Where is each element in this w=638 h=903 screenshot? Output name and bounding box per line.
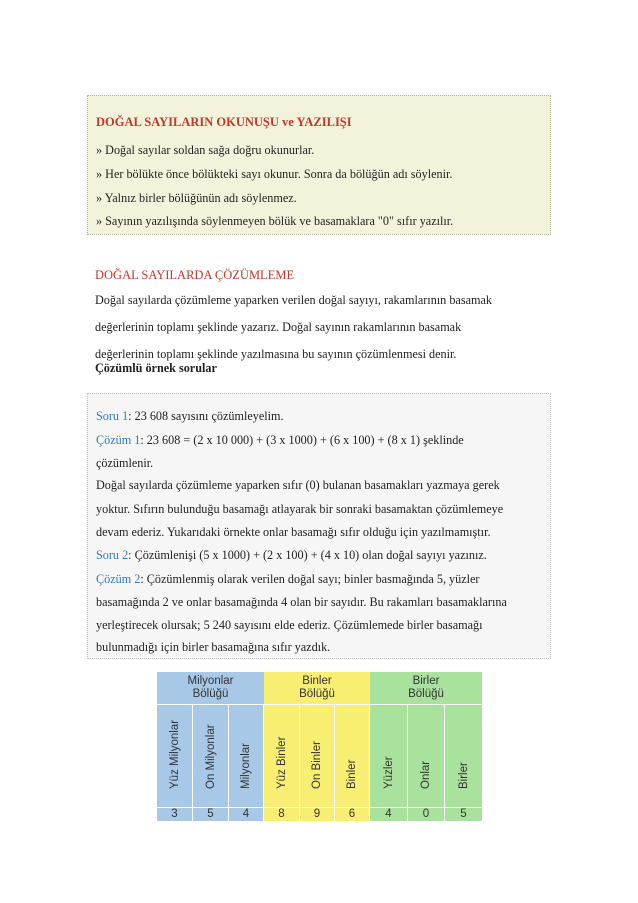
soru1-text: : 23 608 sayısını çözümleyelim. — [128, 409, 284, 423]
soru1-line — [96, 409, 284, 424]
digit-cell: 6 — [335, 807, 370, 821]
cozum1-label: Çözüm 1 — [96, 433, 141, 447]
examples-box — [87, 393, 551, 659]
millions-group-header — [157, 672, 264, 704]
section1-title: DOĞAL SAYILARIN OKUNUŞU ve YAZILIŞI — [96, 115, 352, 129]
units-header-line1: Birler — [412, 675, 440, 687]
digit-cell: 5 — [193, 807, 229, 821]
column-label: Birler — [457, 762, 470, 789]
column-yuz-milyonlar — [157, 704, 193, 807]
column-label: Yüz Binler — [275, 736, 288, 789]
section1-line-2: » Her bölükte önce bölükteki sayı okunur. Sonra da bölüğün adı söylenir. — [96, 167, 453, 181]
thousands-header-line1: Binler — [302, 675, 332, 687]
column-label: Binler — [346, 759, 358, 789]
cozum2-line-4: bulunmadığı için birler basamağına sıfır yazdık. — [96, 640, 331, 654]
cozum2-line — [96, 572, 480, 587]
soru2-label: Soru 2 — [96, 548, 129, 562]
section2-line-2: değerlerinin toplamı şeklinde yazarız. Doğal sayının rakamlarının basamak — [95, 320, 462, 334]
thousands-header-line2: Bölüğü — [299, 688, 335, 700]
section2-title: DOĞAL SAYILARDA ÇÖZÜMLEME — [95, 268, 295, 282]
column-label: On Binler — [311, 741, 323, 789]
column-onlar — [408, 704, 445, 807]
units-group-header — [370, 672, 482, 704]
cozum2-line-2: basamağında 2 ve onlar basamağında 4 olan bir sayıdır. Bu rakamları basamaklarına — [96, 595, 507, 609]
digit-cell: 9 — [300, 807, 335, 821]
cozum2-line-3: yerleştirecek olursak; 5 240 sayısını elde ederiz. Çözümlemede birler basamağı — [96, 618, 483, 632]
digit-cell: 4 — [370, 807, 408, 821]
cozum1-line — [96, 433, 464, 448]
millions-header-line1: Milyonlar — [187, 675, 234, 687]
column-label: Milyonlar — [240, 742, 252, 789]
digit-cell: 4 — [229, 807, 264, 821]
soru2-line — [96, 548, 487, 563]
column-birler — [445, 704, 482, 807]
cozum2-label: Çözüm 2 — [96, 572, 141, 586]
column-label: On Milyonlar — [204, 724, 217, 789]
section2-line-3: değerlerinin toplamı şeklinde yazılmasına bu sayının çözümlenmesi denir. — [95, 347, 457, 361]
column-yuz-binler — [264, 704, 300, 807]
note-line-2: yoktur. Sıfırın bulunduğu basamağı atlayarak bir sonraki basamaktan çözümlemeye — [96, 502, 504, 516]
reading-writing-box — [87, 95, 551, 235]
section2-line-1: Doğal sayılarda çözümleme yaparken verilen doğal sayıyı, rakamlarının basamak — [95, 293, 492, 307]
thousands-group-header — [264, 672, 370, 704]
column-on-milyonlar — [193, 704, 229, 807]
note-line-1: Doğal sayılarda çözümleme yaparken sıfır (0) bulanan basamakları yazmaya gerek — [96, 478, 500, 492]
soru2-text: : Çözümlenişi (5 x 1000) + (2 x 100) + (4 x 10) olan doğal sayıyı yazınız. — [128, 548, 487, 562]
note-line-3: devam ederiz. Yukarıdaki örnekte onlar basamağı sıfır olduğu için yazılmamıştır. — [96, 525, 491, 539]
units-header-line2: Bölüğü — [408, 688, 444, 700]
digit-cell: 0 — [408, 807, 445, 821]
cozum1-cont: çözümlenir. — [96, 456, 154, 470]
column-label: Yüzler — [382, 756, 395, 789]
section1-line-1: » Doğal sayılar soldan sağa doğru okunurlar. — [96, 143, 315, 157]
section1-line-3: » Yalnız birler bölüğünün adı söylenmez. — [96, 191, 297, 205]
digit-cell: 8 — [264, 807, 300, 821]
millions-header-line2: Bölüğü — [192, 688, 229, 700]
column-binler — [335, 704, 370, 807]
column-milyonlar — [229, 704, 264, 807]
column-on-binler — [300, 704, 335, 807]
column-label: Yüz Milyonlar — [168, 719, 181, 789]
place-value-table — [157, 672, 482, 821]
digit-cell: 3 — [157, 807, 193, 821]
soru1-label: Soru 1 — [96, 409, 129, 423]
solved-examples-heading: Çözümlü örnek sorular — [95, 361, 217, 375]
cozum1-text: : 23 608 = (2 x 10 000) + (3 x 1000) + (6 x 100) + (8 x 1) şeklinde — [140, 433, 464, 447]
column-label: Onlar — [420, 760, 432, 789]
cozum2-text: : Çözümlenmiş olarak verilen doğal sayı; binler basmağında 5, yüzler — [140, 572, 480, 586]
column-yuzler — [370, 704, 408, 807]
digit-cell: 5 — [445, 807, 482, 821]
section1-line-4: » Sayının yazılışında söylenmeyen bölük ve basamaklara "0" sıfır yazılır. — [96, 214, 454, 228]
